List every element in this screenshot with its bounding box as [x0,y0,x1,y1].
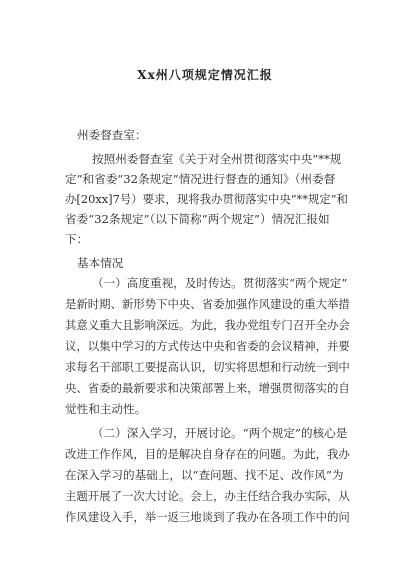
paragraph-line: 办[20xx]7号）要求，现将我办贯彻落实中央“**规定”和 [65,192,348,206]
paragraph-line: （一）高度重视，及时传达。贯彻落实“两个规定” [92,276,348,290]
paragraph-line: 是新时期、新形势下中央、省委加强作风建设的重大举措 [65,297,350,311]
paragraph-line: 省委“32条规定”（以下简称“两个规定”）情况汇报如 [65,212,330,226]
paragraph-line: 作风建设入手，举一返三地谈到了我办在各项工作中的问 [65,510,350,524]
paragraph-line: 在深入学习的基础上，以“查问题、找不足、改作风”为 [65,468,344,482]
paragraph-line: 按照州委督查室《关于对全州贯彻落实中央“**规 [92,152,342,166]
paragraph-line: 主题开展了一次大讨论。会上，办主任结合我办实际，从 [65,489,350,503]
paragraph-line: 其意义重大且影响深远。为此，我办党组专门召开全办会 [65,318,350,332]
document-title: Xx州八项规定情况汇报 [137,68,273,82]
paragraph-line: 改进工作作风，目的是解决自身存在的问题。为此，我办 [65,447,350,461]
section-heading: 基本情况 [77,256,124,270]
paragraph-line: 定”和省委“32条规定”情况进行督查的通知》（州委督 [65,172,336,186]
salutation: 州委督查室： [77,128,147,142]
paragraph-line: 下： [65,232,89,246]
paragraph-line: 议，以集中学习的方式传达中央和省委的会议精神，并要 [65,339,350,353]
paragraph-line: 求每名干部职工要提高认识，切实将思想和行动统一到中 [65,360,350,374]
paragraph-line: 央、省委的最新要求和决策部署上来，增强贯彻落实的自 [65,381,350,395]
paragraph-line: 觉性和主动性。 [65,402,147,416]
paragraph-line: （二）深入学习，开展讨论。“两个规定”的核心是 [92,426,348,440]
